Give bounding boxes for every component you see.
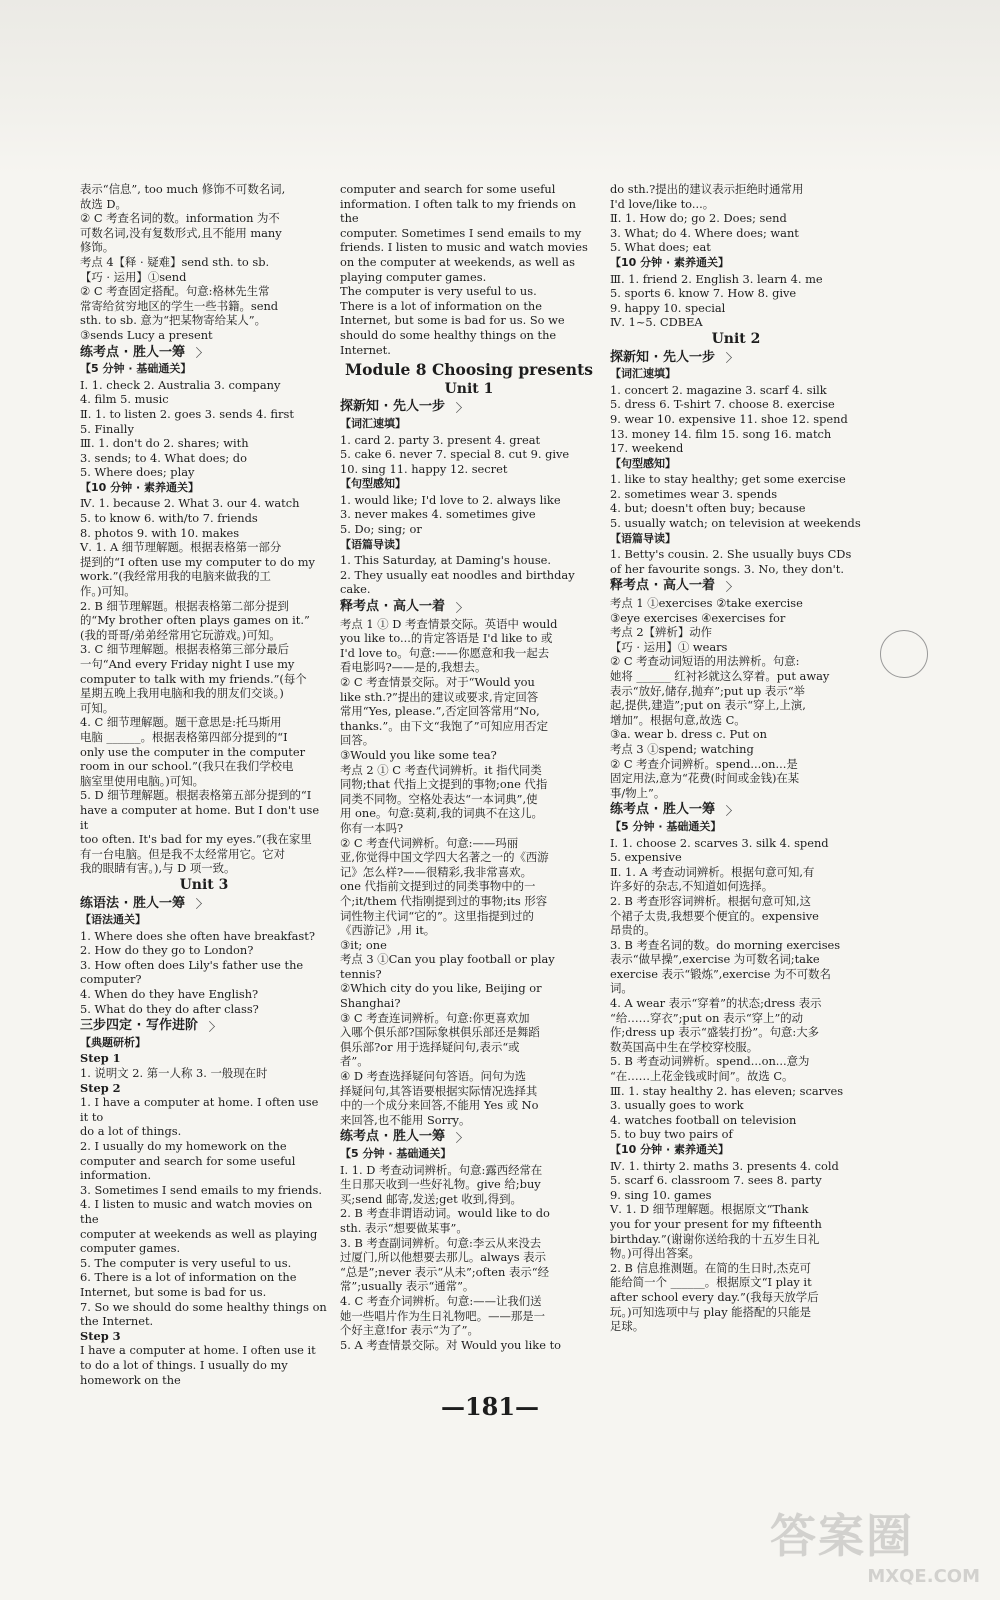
sentence-line: 2. I usually do my homework on the [80, 1139, 287, 1153]
answer-line: ③Would you like some tea? [340, 747, 497, 762]
answer-line: 10. sing 11. happy 12. secret [340, 461, 508, 476]
sentence-line: 7. So we should do some healthy things on [80, 1299, 327, 1314]
answer-line: 5. sports 6. know 7. How 8. give [610, 286, 797, 301]
answer-line: 3. never makes 4. sometimes give [340, 507, 536, 522]
answer-line: 5. A 考查情景交际。对 Would you like to [340, 1337, 561, 1352]
answer-line: I'd love/like to...。 [610, 196, 715, 211]
answer-line: birthday.”(谢谢你送给我的十五岁生日礼 [610, 1231, 820, 1246]
answer-line: 1. would like; I'd love to 2. always like [340, 492, 561, 507]
answer-line: ③sends Lucy a present [80, 327, 213, 342]
subsection-tag: 【5 分钟 · 基础通关】 [80, 362, 192, 376]
answer-line: 17. weekend [610, 441, 684, 456]
arrow-icon [451, 602, 462, 613]
answer-line: ② C 考查动词短语的用法辨析。句意: [610, 654, 800, 669]
answer-line: 5. What do they do after class? [80, 1001, 259, 1016]
answer-line: 物。)可得出答案。 [610, 1246, 700, 1261]
answer-line: 1. Betty's cousin. 2. She usually buys CDs [610, 547, 852, 562]
answer-line: 个;it/them 代指刚提到过的事物;its 形容 [340, 893, 548, 908]
sentence-line: information. [80, 1168, 152, 1183]
answer-line: 3. sends; to 4. What does; do [80, 450, 247, 465]
key-points [340, 617, 598, 1128]
section-heading: 练考点 · 胜人一筹 [80, 346, 328, 361]
essay-line: There is a lot of information on the [340, 298, 542, 313]
pattern-answers [340, 493, 598, 537]
essay-line: computer. Sometimes I send emails to my [340, 225, 582, 240]
answer-line: 来回答,也不能用 Sorry。 [340, 1112, 471, 1127]
answer-line: 玩。)可知选项中与 play 能搭配的只能是 [610, 1304, 812, 1319]
answer-line: ④ D 考查选择疑问句答语。问句为选 [340, 1069, 527, 1084]
answer-line: 一句“And every Friday night I use my [80, 657, 295, 671]
answer-line: 数英国高中生在学校穿校服。 [610, 1039, 759, 1054]
answer-line: 3. B 考查副词辨析。句意:李云从来没去 [340, 1235, 542, 1250]
answer-line: 5. D 细节理解题。根据表格第五部分提到的“I [80, 788, 312, 803]
section-heading: 探新知 · 先人一步 [340, 400, 598, 415]
answer-line: sth. 表示“想要做某事”。 [340, 1220, 468, 1235]
answer-line: 个裙子太贵,我想要个便宜的。expensive [610, 908, 819, 923]
answer-line: 2. They usually eat noodles and birthday [340, 567, 575, 582]
answer-line: 固定用法,意为“花费(时间或金钱)在某 [610, 771, 800, 786]
answer-line: 亚,你觉得中国文学四大名著之一的《西游 [340, 850, 549, 865]
answer-line: “总是”;never 表示“从未”;often 表示“经 [340, 1264, 549, 1279]
answer-line: 表示“信息”, too much 修饰不可数名词, [80, 182, 286, 196]
answer-line: 2. B 信息推测题。在简的生日时,杰克可 [610, 1260, 811, 1275]
answer-line: Ⅴ. 1. A 细节理解题。根据表格第一部分 [80, 540, 282, 555]
answer-line: ③it; one [340, 937, 387, 952]
answer-line: Ⅱ. 1. How do; go 2. Does; send [610, 211, 787, 226]
answer-line: ③a. wear b. dress c. Put on [610, 727, 767, 742]
arrow-icon [451, 402, 462, 413]
answer-line: 1. card 2. party 3. present 4. great [340, 432, 541, 447]
essay-line: should do some healthy things on the [340, 327, 557, 342]
answer-line: 5. What does; eat [610, 240, 711, 255]
column-middle [340, 182, 598, 1352]
scan-top-band [0, 0, 1000, 175]
essay-line: Internet. [340, 342, 391, 357]
answer-line: 5. to buy two pairs of [610, 1127, 733, 1142]
step-label: Step 1 [80, 1051, 121, 1066]
step3-essay [80, 1343, 328, 1387]
answer-line: 3. How often does Lily's father use the [80, 957, 304, 972]
answer-line: 中的一个成分来回答,不能用 Yes 或 No [340, 1098, 539, 1113]
subsection-tag: 【5 分钟 · 基础通关】 [610, 819, 722, 833]
subsection-tag: 【句型感知】 [610, 456, 676, 470]
answer-line: 5. usually watch; on television at weekends [610, 516, 861, 531]
answer-line: 2. sometimes wear 3. spends [610, 486, 778, 501]
answer-line: 9. wear 10. expensive 11. shoe 12. spend [610, 411, 848, 426]
answer-line: 5. Finally [80, 421, 134, 436]
answer-line: 5. B 考查动词辨析。spend...on...意为 [610, 1054, 810, 1069]
answer-line: exercise 表示“锻炼”,exercise 为不可数名 [610, 966, 831, 981]
answer-line: 8. photos 9. with 10. makes [80, 525, 240, 540]
answer-line: 有一台电脑。但是我不太经常用它。它对 [80, 846, 286, 861]
answer-line: 3. usually goes to work [610, 1098, 744, 1113]
answer-line: 3. B 考查名词的数。do morning exercises [610, 937, 841, 952]
answer-line: 提到的“I often use my computer to do my [80, 554, 315, 569]
sentence-line: computer and search for some useful [80, 1153, 296, 1168]
arrow-icon [204, 1021, 215, 1032]
answer-line: 考点 3 ①Can you play football or play [340, 952, 555, 967]
section-heading: 探新知 · 先人一步 [610, 351, 862, 366]
answer-line: 电脑 ______。根据表格第四部分提到的“I [80, 729, 288, 744]
answer-line: 5. Do; sing; or [340, 522, 422, 537]
key-points [610, 596, 862, 800]
answer-line: Ⅰ. 1. D 考查动词辨析。句意:露西经常在 [340, 1162, 543, 1177]
arrow-icon [721, 805, 732, 816]
answer-line: 星期五晚上我用电脑和我的朋友们交谈。) [80, 686, 284, 701]
answer-line: 词性物主代词“它的”。这里指提到过的 [340, 908, 534, 923]
answer-line: after school every day.”(我每天放学后 [610, 1289, 819, 1304]
sentence-line: computer games. [80, 1241, 181, 1256]
answer-line: 2. How do they go to London? [80, 943, 254, 958]
step2-sentences [80, 1095, 328, 1329]
answer-line: Ⅳ. 1. because 2. What 3. our 4. watch [80, 496, 300, 511]
basic-answers [610, 836, 862, 1142]
answer-line: 故选 D。 [80, 196, 127, 211]
answer-line: 词。 [610, 981, 633, 996]
essay-line: Internet, but some is bad for us. So we [340, 313, 565, 328]
subsection-tag: 【词汇速填】 [610, 367, 676, 381]
answer-line: thanks.”。由下文“我饱了”可知应用否定 [340, 718, 548, 733]
answer-line: do sth.?提出的建议表示拒绝时通常用 [610, 182, 804, 196]
answer-line: ② C 考查代词辨析。句意:——玛丽 [340, 835, 519, 850]
answer-line: 2. B 考查形容词辨析。根据句意可知,这 [610, 893, 811, 908]
section-heading: 释考点 · 高人一着 [340, 600, 598, 615]
answer-line: 者”。 [340, 1054, 369, 1069]
answer-line: 考点 2【辨析】动作 [610, 625, 712, 640]
answer-line: ③ C 考查连词辨析。句意:你更喜欢加 [340, 1010, 530, 1025]
answer-line: 3. What; do 4. Where does; want [610, 225, 799, 240]
basic-answers [80, 378, 328, 480]
carryover-answers [80, 182, 328, 343]
essay-line: information. I often talk to my friends on the [340, 196, 576, 226]
advanced-answers [610, 1159, 862, 1334]
answer-line: 2. B 细节理解题。根据表格第二部分提到 [80, 598, 289, 613]
sentence-line: 4. I listen to music and watch movies on the [80, 1197, 313, 1226]
answer-line: too often. It's bad for my eyes.”(我在家里 [80, 832, 312, 847]
essay-continuation [340, 182, 598, 357]
step-label: Step 3 [80, 1328, 121, 1343]
answer-line: 足球。 [610, 1319, 645, 1334]
answer-line: 可数名词,没有复数形式,且不能用 many [80, 225, 282, 240]
essay-line: computer and search for some useful [340, 182, 556, 196]
reading-answers [610, 547, 862, 576]
answer-line: 脑室里使用电脑。)可知。 [80, 773, 205, 788]
answer-line: of her favourite songs. 3. No, they don't. [610, 561, 844, 576]
arrow-icon [451, 1132, 462, 1143]
answer-line: computer? [80, 972, 142, 987]
essay-line: on the computer at weekends, as well as [340, 254, 576, 269]
arrow-icon [191, 898, 202, 909]
answer-line: 1. Where does she often have breakfast? [80, 928, 315, 943]
answer-line: 常”;usually 表示“通常”。 [340, 1279, 475, 1294]
answer-line: 1. concert 2. magazine 3. scarf 4. silk [610, 382, 827, 397]
answer-line: room in our school.”(我只在我们学校电 [80, 759, 294, 774]
answer-line: 【巧 · 运用】①send [80, 269, 187, 284]
answer-line: Ⅱ. 1. A 考查动词辨析。根据句意可知,有 [610, 864, 815, 879]
carryover-answers [610, 182, 862, 255]
section-heading: 释考点 · 高人一着 [610, 579, 862, 594]
subsection-tag: 【词汇速填】 [340, 416, 406, 430]
basic-answers [340, 1163, 598, 1353]
answer-line: 5. expensive [610, 850, 682, 865]
essay-line: I have a computer at home. I often use it [80, 1343, 316, 1358]
answer-line: Ⅳ. 1. thirty 2. maths 3. presents 4. cold [610, 1158, 839, 1173]
step-text: 1. 说明文 2. 第一人称 3. 一般现在时 [80, 1066, 268, 1081]
answer-line: 4. C 细节理解题。题干意思是:托马斯用 [80, 715, 282, 730]
subsection-tag: 【典题研析】 [80, 1035, 146, 1049]
answer-line: 买;send 邮寄,发送;get 收到,得到。 [340, 1191, 522, 1206]
answer-line: only use the computer in the computer [80, 744, 306, 759]
arrow-icon [721, 352, 732, 363]
watermark-main: 答案圈 [770, 1509, 914, 1563]
answer-line: 2. B 考查非谓语动词。would like to do [340, 1206, 550, 1221]
answer-line: 4. When do they have English? [80, 987, 259, 1002]
answer-line: 回答。 [340, 733, 375, 748]
unit-title: Unit 1 [444, 380, 494, 397]
answer-line: 【巧 · 运用】① wears [610, 639, 728, 654]
answer-line: 表示“做早操”,exercise 为可数名词;take [610, 952, 820, 967]
answer-line: 4. film 5. music [80, 392, 169, 407]
essay-line: to do a lot of things. I usually do my homework on the [80, 1357, 288, 1387]
unit-title: Unit 3 [179, 876, 229, 893]
answer-line: 5. dress 6. T-shirt 7. choose 8. exercise [610, 397, 835, 412]
column-left [80, 182, 328, 1387]
answer-line: you like to...的肯定答语是 I'd like to 或 [340, 631, 553, 646]
answer-line: 事/物上”。 [610, 785, 666, 800]
answer-line: 我的眼睛有害。),与 D 项一致。 [80, 861, 236, 876]
pattern-answers [610, 472, 862, 530]
answer-line: 9. happy 10. special [610, 300, 726, 315]
answer-line: work.”(我经常用我的电脑来做我的工 [80, 569, 271, 584]
answer-line: 5. Where does; play [80, 465, 195, 480]
answer-line: “在……上花金钱或时间”。故选 C。 [610, 1069, 794, 1084]
answer-line: one 代指前文提到过的同类事物中的一 [340, 879, 536, 894]
answer-line: 9. sing 10. games [610, 1187, 712, 1202]
subsection-tag: 【10 分钟 · 素养通关】 [610, 255, 729, 269]
answer-line: ②Which city do you like, Beijing or [340, 981, 542, 996]
stamp-seal [880, 630, 928, 678]
answer-line: ② C 考查名词的数。information 为不 [80, 211, 280, 226]
answer-line: 过厦门,所以他想要去那儿。always 表示 [340, 1250, 546, 1265]
sentence-line: 3. Sometimes I send emails to my friends. [80, 1182, 323, 1197]
subsection-tag: 【句型感知】 [340, 477, 406, 491]
answer-line: 记》怎么样?——很精彩,我非常喜欢。 [340, 864, 532, 879]
answer-line: have a computer at home. But I don't use it [80, 802, 320, 832]
answer-line: 个好主意!for 表示“为了”。 [340, 1323, 479, 1338]
essay-line: playing computer games. [340, 269, 487, 284]
answer-line: Ⅰ. 1. choose 2. scarves 3. silk 4. spend [610, 835, 829, 850]
subsection-tag: 【语篇导读】 [610, 531, 676, 545]
sentence-line: do a lot of things. [80, 1124, 182, 1139]
answer-line: Ⅲ. 1. friend 2. English 3. learn 4. me [610, 271, 823, 286]
answer-line: 她将 ______ 红衬衫就这么穿着。put away [610, 669, 830, 683]
answer-line: computer to talk with my friends.”(每个 [80, 671, 307, 686]
section-heading: 练考点 · 胜人一筹 [340, 1130, 598, 1145]
arrow-icon [721, 581, 732, 592]
answer-line: ② C 考查介词辨析。spend...on...是 [610, 756, 798, 771]
answer-line: 《西游记》,用 it。 [340, 923, 436, 938]
answer-line: 作。)可知。 [80, 584, 136, 599]
module-title: Module 8 Choosing presents [345, 360, 593, 380]
answer-line: 考点 2 ① C 考查代词辨析。it 指代同类 [340, 762, 542, 777]
answer-line: Ⅲ. 1. don't do 2. shares; with [80, 436, 249, 451]
answer-line: 考点 4【释 · 疑难】send sth. to sb. [80, 254, 270, 269]
reading-answers [340, 553, 598, 597]
watermark-logo [770, 1500, 980, 1587]
essay-line: The computer is very useful to us. [340, 284, 537, 299]
sentence-line: 1. I have a computer at home. I often use it to [80, 1095, 319, 1124]
answer-line: 考点 3 ①spend; watching [610, 741, 754, 756]
answer-line: 同物;that 代指上文提到的事物;one 代指 [340, 777, 548, 792]
answer-line: 她一些唱片作为生日礼物吧。——那是一 [340, 1308, 546, 1323]
answer-line: 俱乐部?or 用于选择疑问句,表示“或 [340, 1039, 520, 1054]
subsection-tag: 【10 分钟 · 素养通关】 [610, 1143, 729, 1156]
step-label: Step 2 [80, 1080, 121, 1095]
answer-line: you for your present for my fifteenth [610, 1216, 822, 1231]
answer-line: 增加”。根据句意,故选 C。 [610, 712, 746, 727]
answer-line: 4. C 考查介词辨析。句意:——让我们送 [340, 1293, 542, 1308]
sentence-line: the Internet. [80, 1314, 154, 1329]
answer-line: 的“My brother often plays games on it.” [80, 613, 310, 628]
answer-line: 4. but; doesn't often buy; because [610, 501, 806, 516]
column-right [610, 182, 862, 1334]
answer-line: 昂贵的。 [610, 923, 656, 938]
answer-line: Ⅰ. 1. check 2. Australia 3. company [80, 377, 281, 392]
section-heading: 练考点 · 胜人一筹 [610, 803, 862, 818]
answer-line: 能给简一个 ______。根据原文“I play it [610, 1275, 812, 1290]
answer-line: 同类不同物。空格处表达“一本词典”,使 [340, 791, 538, 806]
answer-line: 表示“放好,储存,抛弃”;put up 表示“举 [610, 683, 805, 698]
answer-line: cake. [340, 582, 371, 597]
answer-line: 5. to know 6. with/to 7. friends [80, 511, 258, 526]
answer-line: 考点 1 ①exercises ②take exercise [610, 596, 803, 611]
answer-line: Ⅴ. 1. D 细节理解题。根据原文“Thank [610, 1202, 809, 1217]
answer-line: 5. cake 6. never 7. special 8. cut 9. give [340, 447, 570, 462]
answer-line: 考点 1 ① D 考查情景交际。英语中 would [340, 616, 558, 631]
answer-line: 起,提供,建造”;put on 表示“穿上,上演, [610, 698, 806, 713]
answer-line: 可知。 [80, 700, 115, 715]
answer-line: 1. like to stay healthy; get some exercise [610, 472, 846, 487]
vocab-answers [610, 383, 862, 456]
answer-line: 许多好的杂志,不知道如何选择。 [610, 879, 774, 894]
watermark-sub: MXQE.COM [867, 1566, 980, 1587]
answer-line: (我的哥哥/弟弟经常用它玩游戏。)可知。 [80, 627, 281, 642]
answer-line: 看电影吗?——是的,我想去。 [340, 660, 487, 675]
answer-line: 用 one。句意:莫莉,我的词典不在这儿。 [340, 806, 543, 821]
arrow-icon [191, 347, 202, 358]
advanced-answers [80, 496, 328, 875]
answer-line: Ⅱ. 1. to listen 2. goes 3. sends 4. first [80, 406, 294, 421]
answer-line: 13. money 14. film 15. song 16. match [610, 426, 832, 441]
answer-line: Shanghai? [340, 996, 401, 1011]
essay-line: friends. I listen to music and watch movies [340, 240, 588, 255]
answer-line: 修饰。 [80, 240, 115, 255]
answer-line: 择疑问句,其答语要根据实际情况选择其 [340, 1083, 538, 1098]
answer-line: 3. C 细节理解题。根据表格第三部分最后 [80, 642, 290, 657]
page-number: —181— [440, 1392, 540, 1421]
answer-line: like sth.?”提出的建议或要求,肯定回答 [340, 689, 539, 704]
answer-line: Ⅳ. 1~5. CDBEA [610, 315, 703, 330]
answer-line: 作;dress up 表示“盛装打扮”。句意:大多 [610, 1025, 820, 1040]
answer-line: 5. scarf 6. classroom 7. sees 8. party [610, 1173, 822, 1188]
answer-line: sth. to sb. 意为“把某物寄给某人”。 [80, 313, 266, 328]
subsection-tag: 【5 分钟 · 基础通关】 [340, 1147, 452, 1160]
answer-line: 4. A wear 表示“穿着”的状态;dress 表示 [610, 996, 822, 1011]
answer-line: Ⅲ. 1. stay healthy 2. has eleven; scarves [610, 1083, 844, 1098]
answer-line: ② C 考查情景交际。对于“Would you [340, 675, 535, 689]
answer-line: 4. watches football on television [610, 1112, 797, 1127]
answer-line: 1. This Saturday, at Daming's house. [340, 553, 552, 568]
answer-line: “给……穿衣”;put on 表示“穿上”的动 [610, 1010, 804, 1025]
unit-title: Unit 2 [711, 330, 761, 347]
answer-line: I'd love to。句意:——你愿意和我一起去 [340, 645, 550, 660]
vocab-answers [340, 433, 598, 477]
answer-line: 入哪个俱乐部?国际象棋俱乐部还是舞蹈 [340, 1025, 540, 1040]
advanced-answers [610, 272, 862, 330]
sentence-line: Internet, but some is bad for us. [80, 1284, 267, 1299]
sentence-line: computer at weekends as well as playing [80, 1226, 318, 1241]
answer-line: 常寄给贫穷地区的学生一些书籍。send [80, 298, 279, 313]
subsection-tag: 【10 分钟 · 素养通关】 [80, 480, 199, 494]
subsection-tag: 【语篇导读】 [340, 537, 406, 551]
section-heading: 三步四定 · 写作进阶 [80, 1019, 328, 1034]
sentence-line: 5. The computer is very useful to us. [80, 1255, 292, 1270]
answer-line: tennis? [340, 966, 382, 981]
grammar-answers [80, 929, 328, 1017]
sentence-line: 6. There is a lot of information on the [80, 1270, 297, 1285]
section-heading: 练语法 · 胜人一筹 [80, 897, 328, 912]
answer-line: 你有一本吗? [340, 820, 404, 835]
answer-line: 常用“Yes, please.”,否定回答常用“No, [340, 704, 540, 719]
subsection-tag: 【语法通关】 [80, 913, 146, 927]
answer-line: 生日那天收到一些好礼物。give 给;buy [340, 1177, 541, 1192]
answer-line: ③eye exercises ④exercises for [610, 610, 786, 625]
answer-line: ② C 考查固定搭配。句意:格林先生常 [80, 284, 270, 299]
